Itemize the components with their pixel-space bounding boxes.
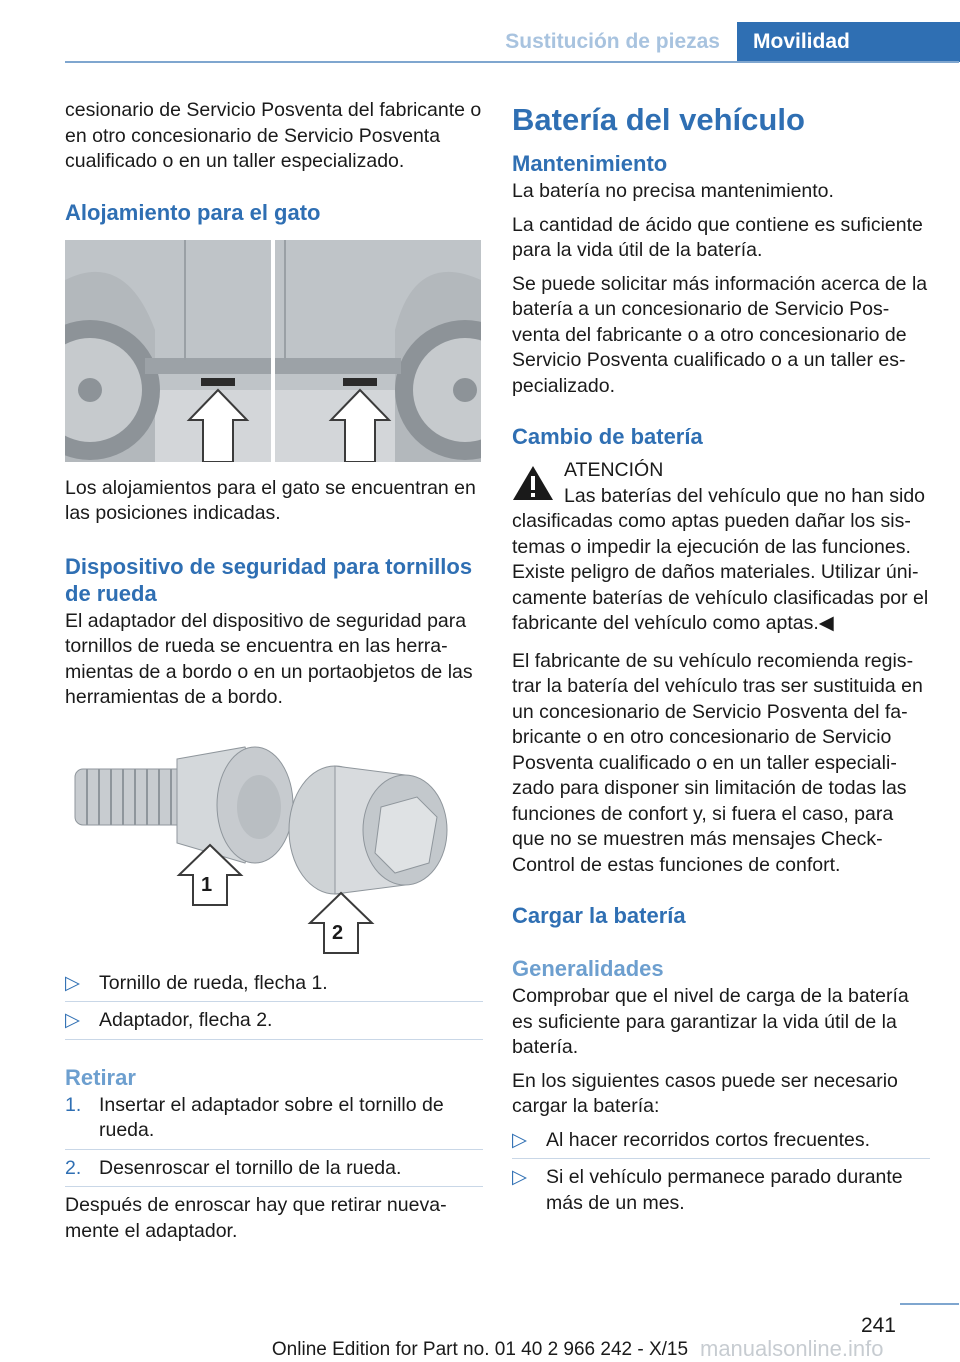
wheel-lock-figure [65,735,481,955]
warning-title: ATENCIÓN [564,459,664,481]
list-item: ▷ Tornillo de rueda, flecha 1. [65,971,483,1003]
maint-paragraph-2: La cantidad de ácido que contiene es suficiente para la vida útil de la batería. [512,213,923,261]
maintenance-heading: Mantenimiento [512,151,668,176]
general-heading: Generalidades [512,956,664,981]
step-item: 2. Desenroscar el tornillo de la rueda. [65,1156,483,1188]
right-column [512,98,930,1224]
charge-heading: Cargar la batería [512,903,686,928]
maint-paragraph-1: La batería no precisa mantenimiento. [512,180,834,202]
page-number: 241 [860,1314,896,1337]
warning-body: clasificadas como aptas pueden dañar los sistemas o impedir la ejecución de las funciones. Existe peligro de daños materiales. Utilizar únicamente baterías de vehículo clasificadas por el fabricante del vehículo como aptas.◀ [512,510,929,634]
intro-paragraph: cesionario de Servicio Posventa del fabricante o en otro concesionario de Servicio Posventa cualificado o en un taller especializado. [65,99,482,172]
wheel-lock-image [65,735,481,955]
jack-points-image [65,240,481,462]
fig-label-2: 2 [332,921,344,944]
header-rule [65,61,959,63]
triangle-bullet-icon: ▷ [512,1166,527,1188]
warning-triangle-icon [512,464,554,502]
register-paragraph: El fabricante de su vehículo recomienda registrar la batería del vehículo tras ser sustituida en un concesionario de Servicio Posventa del fabricante o en otro concesionario de Servicio Posventa cualificado o en un taller especializado para disponer sin limitación de todas las funciones de confort y, si fuera el caso, para que no se muestren más mensajes Check-Control de estas funciones de confort. [512,649,923,876]
left-column [65,98,483,1252]
header-section-label: Sustitución de piezas [505,30,720,53]
charge-cases-list [512,1128,930,1217]
jack-points-figure [65,240,481,462]
warning-lead: Las baterías del vehículo que no han sido [564,484,926,507]
list-item: ▷ Adaptador, flecha 2. [65,1008,483,1040]
lock-paragraph: El adaptador del dispositivo de seguridad para tornillos de rueda se encuentra en las herramientas de a bordo o en un portaobjetos de las herramientas de a bordo. [65,609,473,708]
after-paragraph: Después de enroscar hay que retirar nuevamente el adaptador. [65,1194,447,1242]
watermark-text: manualsonline.info [700,1336,884,1361]
list-item: ▷ Si el vehículo permanece parado durante más de un mes. [512,1166,903,1214]
remove-steps [65,1093,483,1188]
maint-paragraph-3: Se puede solicitar más información acerca de la batería a un concesionario de Servicio Posventa del fabricante o a otro concesionario de Servicio Posventa cualificado o a un taller especializado. [512,272,928,397]
battery-title: Batería del vehículo [512,102,805,137]
change-heading: Cambio de batería [512,424,703,449]
step-item: 1. Insertar el adaptador sobre el tornillo de rueda. [65,1093,483,1150]
lock-heading: Dispositivo de seguridad para tornillos de rueda [65,553,473,606]
jack-heading: Alojamiento para el gato [65,199,321,225]
remove-heading: Retirar [65,1064,136,1090]
general-paragraph-2: En los siguientes casos puede ser necesario cargar la batería: [512,1069,898,1117]
jack-caption: Los alojamientos para el gato se encuentran en las posiciones indicadas. [65,476,476,524]
triangle-bullet-icon: ▷ [65,1009,80,1031]
header-chapter-tab: Movilidad [737,22,960,62]
edition-text: Online Edition for Part no. 01 40 2 966 242 - X/15 [271,1339,689,1360]
general-paragraph-1: Comprobar que el nivel de carga de la batería es suficiente para garantizar la vida útil de la batería. [512,985,909,1058]
footer-rule [900,1303,959,1305]
triangle-bullet-icon: ▷ [65,971,80,994]
triangle-bullet-icon: ▷ [512,1128,527,1151]
part-list [65,971,483,1040]
fig-label-1: 1 [201,873,213,896]
list-item: ▷ Al hacer recorridos cortos frecuentes. [512,1128,930,1160]
warning-block [512,458,930,637]
